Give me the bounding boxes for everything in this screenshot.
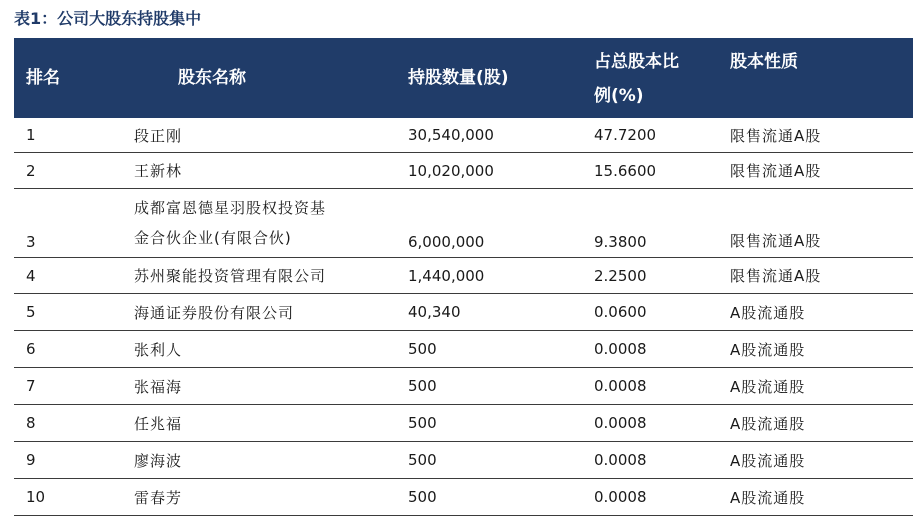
name-cell: 海通证券股份有限公司 [134, 303, 295, 322]
nature-cell: A股流通股 [730, 377, 806, 396]
table-row [14, 189, 913, 258]
shares-cell: 30,540,000 [408, 126, 494, 144]
rank-cell: 5 [26, 303, 36, 321]
ratio-cell: 0.0600 [594, 303, 647, 321]
ratio-cell: 0.0008 [594, 340, 647, 358]
shares-cell: 40,340 [408, 303, 461, 321]
name-cell: 段正刚 [134, 126, 183, 145]
header-nature: 股本性质 [730, 52, 798, 72]
name-cell: 苏州聚能投资管理有限公司 [134, 267, 327, 285]
shares-cell: 500 [408, 488, 437, 506]
ratio-cell: 9.3800 [594, 233, 647, 251]
nature-cell: A股流通股 [730, 451, 806, 470]
name-cell: 任兆福 [134, 414, 183, 433]
name-cell: 廖海波 [134, 451, 183, 470]
ratio-cell: 2.2500 [594, 266, 647, 285]
table-row [14, 118, 913, 153]
header-ratio-line2: 例(%) [594, 86, 644, 106]
name-cell-line2: 金合伙企业(有限合伙) [134, 229, 292, 247]
ratio-cell: 0.0008 [594, 488, 647, 506]
name-cell: 王新林 [134, 162, 183, 180]
rank-cell: 6 [26, 340, 36, 358]
table-row [14, 368, 913, 405]
rank-cell: 9 [26, 451, 36, 469]
header-rank: 排名 [26, 68, 60, 88]
nature-cell: A股流通股 [730, 488, 806, 507]
nature-cell: A股流通股 [730, 340, 806, 359]
ratio-cell: 0.0008 [594, 377, 647, 395]
name-cell: 张利人 [134, 340, 183, 359]
table-row [14, 331, 913, 368]
rank-cell: 3 [26, 233, 36, 251]
ratio-cell: 15.6600 [594, 161, 657, 180]
ratio-cell: 0.0008 [594, 451, 647, 469]
ratio-cell: 0.0008 [594, 414, 647, 432]
header-name: 股东名称 [178, 68, 246, 88]
shareholder-table [14, 38, 913, 516]
shares-cell: 500 [408, 414, 437, 432]
rank-cell: 7 [26, 377, 36, 395]
table-row [14, 479, 913, 516]
shares-cell: 10,020,000 [408, 161, 494, 180]
nature-cell: A股流通股 [730, 414, 806, 433]
header-shares: 持股数量(股) [408, 68, 509, 88]
ratio-cell: 47.7200 [594, 126, 657, 144]
table-row [14, 258, 913, 294]
table-title: 表1：公司大股东持股集中 [14, 9, 202, 28]
rank-cell: 10 [26, 488, 46, 506]
nature-cell: 限售流通A股 [730, 232, 822, 250]
shares-cell: 6,000,000 [408, 233, 485, 251]
nature-cell: 限售流通A股 [730, 126, 822, 145]
shares-cell: 500 [408, 377, 437, 395]
table-row [14, 153, 913, 189]
name-cell [134, 189, 404, 257]
nature-cell: 限售流通A股 [730, 162, 822, 180]
header-ratio-line1: 占总股本比 [594, 52, 679, 72]
name-cell: 雷春芳 [134, 488, 183, 507]
rank-cell: 1 [26, 126, 36, 144]
nature-cell: A股流通股 [730, 303, 806, 322]
table-row [14, 405, 913, 442]
nature-cell: 限售流通A股 [730, 267, 822, 285]
shares-cell: 500 [408, 451, 437, 469]
name-cell: 张福海 [134, 377, 183, 396]
shares-cell: 500 [408, 340, 437, 358]
name-cell-line1: 成都富恩德星羽股权投资基 [134, 199, 327, 217]
rank-cell: 2 [26, 161, 36, 180]
rank-cell: 8 [26, 414, 36, 432]
rank-cell: 4 [26, 266, 36, 285]
table-row [14, 442, 913, 479]
table-row [14, 294, 913, 331]
table-header [14, 38, 913, 118]
shares-cell: 1,440,000 [408, 266, 485, 285]
